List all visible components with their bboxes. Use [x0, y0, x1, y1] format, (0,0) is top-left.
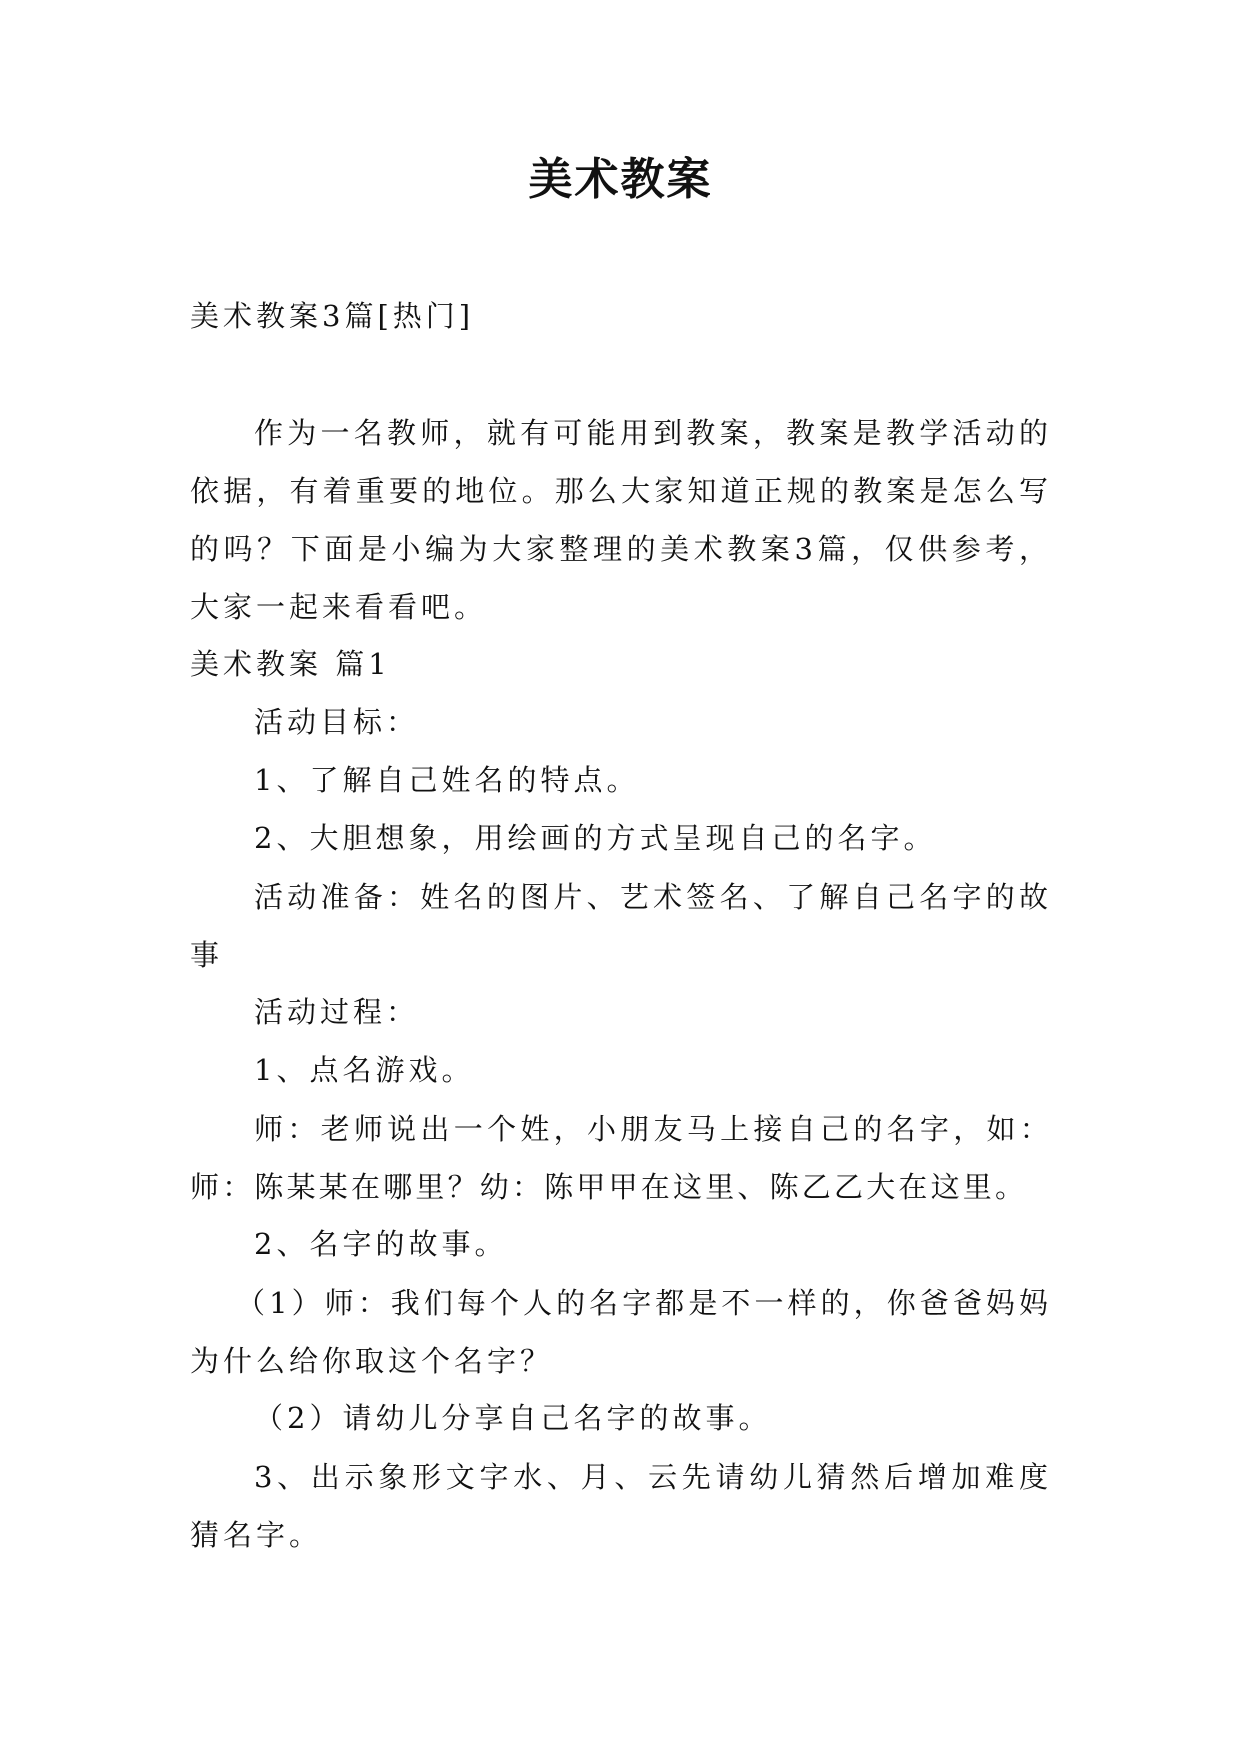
intro-paragraph: 作为一名教师，就有可能用到教案，教案是教学活动的依据，有着重要的地位。那么大家知道正规的教案是怎么写的吗？下面是小编为大家整理的美术教案3篇，仅供参考，大家一起来看看吧。	[190, 416, 1052, 624]
activity-goals-heading: 活动目标：	[254, 705, 420, 739]
goal-item-2: 2、大胆想象，用绘画的方式呈现自己的名字。	[254, 821, 937, 855]
activity-process-heading: 活动过程：	[254, 995, 420, 1029]
process-item-1: 1、点名游戏。	[254, 1053, 475, 1087]
name-story-share: （2）请幼儿分享自己名字的故事。	[254, 1401, 772, 1435]
roll-call-paragraph: 师：老师说出一个姓，小朋友马上接自己的名字，如：师：陈某某在哪里？幼：陈甲甲在这里、陈乙乙大在这里。	[190, 1112, 1052, 1204]
document-subtitle: 美术教案3篇[热门]	[190, 299, 475, 333]
activity-prep-paragraph: 活动准备：姓名的图片、艺术签名、了解自己名字的故事	[190, 880, 1052, 972]
goal-item-1: 1、了解自己姓名的特点。	[254, 763, 640, 797]
name-story-question-paragraph: （1）师：我们每个人的名字都是不一样的，你爸爸妈妈为什么给你取这个名字？	[190, 1286, 1052, 1378]
pictograph-paragraph: 3、出示象形文字水、月、云先请幼儿猜然后增加难度猜名字。	[190, 1460, 1052, 1552]
section-heading: 美术教案 篇1	[190, 647, 391, 681]
process-item-2: 2、名字的故事。	[254, 1227, 508, 1261]
document-title: 美术教案	[528, 154, 713, 205]
